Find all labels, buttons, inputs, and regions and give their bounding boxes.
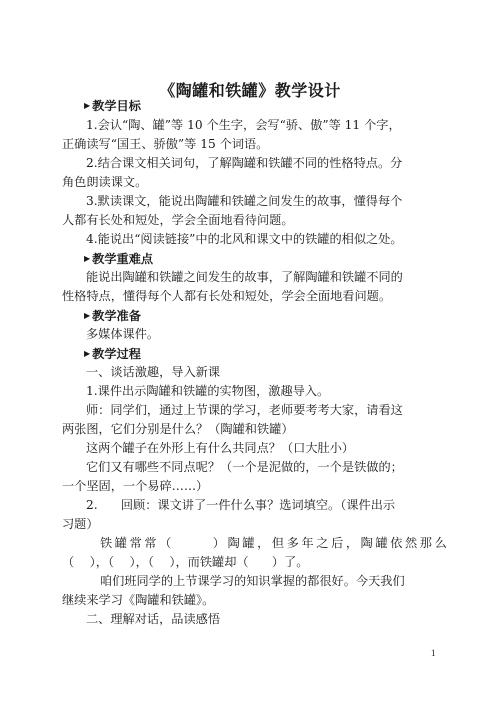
objective-1-line-2: 正确读写“国王、骄傲”等 15 个词语。 bbox=[62, 137, 269, 151]
preparation-line-1: 多媒体课件。 bbox=[86, 327, 160, 341]
process-part-1-title: 一、谈话激趣，导入新课 bbox=[86, 365, 221, 379]
step-2-line-1: 2. 回顾：课文讲了一件什么事？选词填空。（课件出示 bbox=[86, 498, 396, 512]
fill-blank-line-2: （ ），（ ），（ ），而铁罐却（ ）了。 bbox=[62, 555, 309, 569]
fill-blank-line-1: 铁罐常常（ ）陶罐，但多年之后，陶罐依然那么 bbox=[100, 536, 450, 550]
praise-line-1: 咱们班同学的上节课学习的知识掌握的都很好。今天我们 bbox=[100, 574, 405, 588]
triangle-bullet-icon: ▶ bbox=[84, 100, 91, 110]
section-heading-preparation: ▶ 教学准备 bbox=[84, 309, 141, 323]
question-2: 这两个罐子在外形上有什么共同点？（口大肚小） bbox=[86, 441, 355, 455]
step-2-line-2: 习题） bbox=[62, 517, 99, 531]
section-heading-objectives: ▶ 教学目标 bbox=[84, 99, 141, 113]
question-3-line-2: 一个坚固，一个易碎……） bbox=[62, 479, 209, 493]
key-points-line-2: 性格特点，懂得每个人都有长处和短处，学会全面地看问题。 bbox=[62, 289, 392, 303]
section-heading-process: ▶ 教学过程 bbox=[84, 347, 141, 361]
objective-3-line-2: 人都有长处和短处，学会全面地看待问题。 bbox=[62, 213, 294, 227]
process-part-2-title: 二、理解对话，品读感悟 bbox=[86, 612, 221, 626]
process-step-1: 1.课件出示陶罐和铁罐的实物图，激趣导入。 bbox=[86, 384, 330, 398]
objective-2-line-2: 角色朗读课文。 bbox=[62, 175, 148, 189]
objective-3-line-1: 3.默读课文，能说出陶罐和铁罐之间发生的故事，懂得每个 bbox=[86, 194, 403, 208]
teacher-line-1: 师：同学们，通过上节课的学习，老师要考考大家，请看这 bbox=[86, 403, 403, 417]
triangle-bullet-icon: ▶ bbox=[84, 310, 91, 320]
objective-2-line-1: 2.结合课文相关词句，了解陶罐和铁罐不同的性格特点。分 bbox=[86, 156, 403, 170]
triangle-bullet-icon: ▶ bbox=[84, 253, 91, 263]
triangle-bullet-icon: ▶ bbox=[84, 348, 91, 358]
teacher-line-2: 两张图，它们分别是什么？（陶罐和铁罐） bbox=[62, 422, 294, 436]
page-number: 1 bbox=[431, 648, 436, 658]
question-3-line-1: 它们又有哪些不同点呢？（一个是泥做的，一个是铁做的； bbox=[86, 460, 403, 474]
objective-4-line-1: 4.能说出“阅读链接”中的北风和课文中的铁罐的相似之处。 bbox=[86, 232, 403, 246]
objective-1-line-1: 1.会认“陶、罐”等 10 个生字，会写“骄、傲”等 11 个字， bbox=[86, 118, 401, 132]
document-title: 《陶罐和铁罐》教学设计 bbox=[159, 81, 341, 100]
key-points-line-1: 能说出陶罐和铁罐之间发生的故事，了解陶罐和铁罐不同的 bbox=[86, 270, 403, 284]
praise-line-2: 继续来学习《陶罐和铁罐》。 bbox=[62, 593, 215, 607]
section-heading-key-points: ▶ 教学重难点 bbox=[84, 252, 154, 266]
